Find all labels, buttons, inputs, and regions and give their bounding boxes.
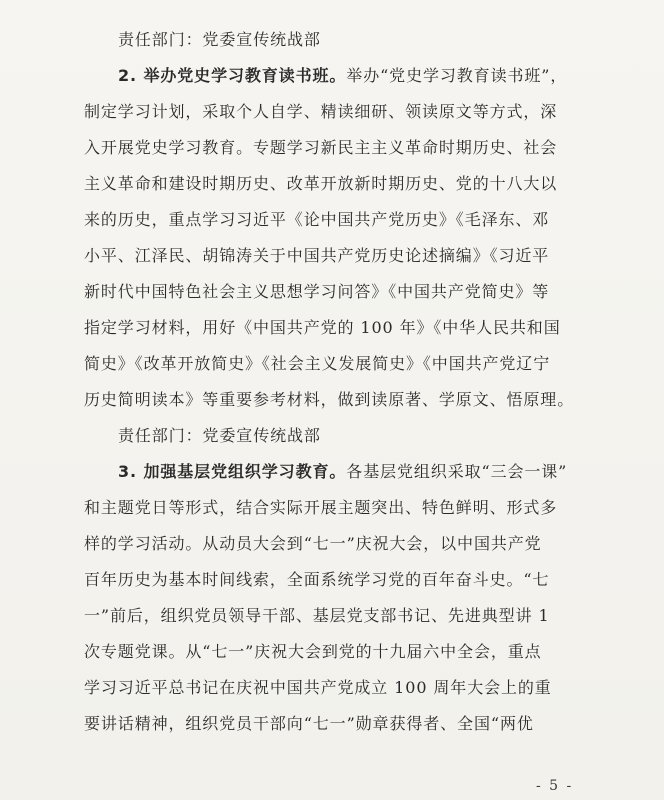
paragraph-line: 制定学习计划，采取个人自学、精读细研、领读原文等方式，深 (84, 102, 558, 121)
item-2-text: 举办“党史学习教育读书班”， (346, 66, 568, 85)
paragraph-line: 新时代中国特色社会主义思想学习问答》《中国共产党简史》等 (84, 282, 550, 301)
responsible-department-line: 责任部门：党委宣传统战部 (118, 426, 321, 445)
paragraph-line: 历史简明读本》等重要参考材料，做到读原著、学原文、悟原理。 (84, 390, 575, 409)
paragraph-line: 指定学习材料，用好《中国共产党的 100 年》《中华人民共和国 (84, 318, 561, 337)
paragraph-line: 入开展党史学习教育。专题学习新民主主义革命时期历史、社会 (84, 138, 558, 157)
item-3-first-line (118, 460, 567, 484)
responsible-department-line: 责任部门：党委宣传统战部 (118, 30, 321, 49)
paragraph-line: 来的历史，重点学习习近平《论中国共产党历史》《毛泽东、邓 (84, 210, 550, 229)
paragraph-line: 一”前后，组织党员领导干部、基层党支部书记、先进典型讲 1 (84, 606, 550, 625)
page-number: - 5 - (536, 778, 574, 794)
paragraph-line: 次专题党课。从“七一”庆祝大会到党的十九届六中全会，重点 (84, 642, 542, 661)
item-3-text: 各基层党组织采取“三会一课” (346, 462, 568, 481)
paragraph-line: 和主题党日等形式，结合实际开展主题突出、特色鲜明、形式多 (84, 498, 558, 517)
paragraph-line: 样的学习活动。从动员大会到“七一”庆祝大会，以中国共产党 (84, 534, 542, 553)
paragraph-line: 学习习近平总书记在庆祝中国共产党成立 100 周年大会上的重 (84, 678, 552, 697)
paragraph-line: 百年历史为基本时间线索，全面系统学习党的百年奋斗史。“七 (84, 570, 550, 589)
item-3-heading: 3. 加强基层党组织学习教育。 (118, 462, 347, 481)
item-2-first-line (118, 64, 567, 88)
paragraph-line: 主义革命和建设时期历史、改革开放新时期历史、党的十八大以 (84, 174, 558, 193)
paragraph-line: 简史》《改革开放简史》《社会主义发展简史》《中国共产党辽宁 (84, 354, 551, 373)
paragraph-line: 小平、江泽民、胡锦涛关于中国共产党历史论述摘编》《习近平 (84, 246, 550, 265)
item-2-heading: 2. 举办党史学习教育读书班。 (118, 66, 347, 85)
paragraph-line: 要讲话精神，组织党员干部向“七一”勋章获得者、全国“两优 (84, 714, 534, 733)
